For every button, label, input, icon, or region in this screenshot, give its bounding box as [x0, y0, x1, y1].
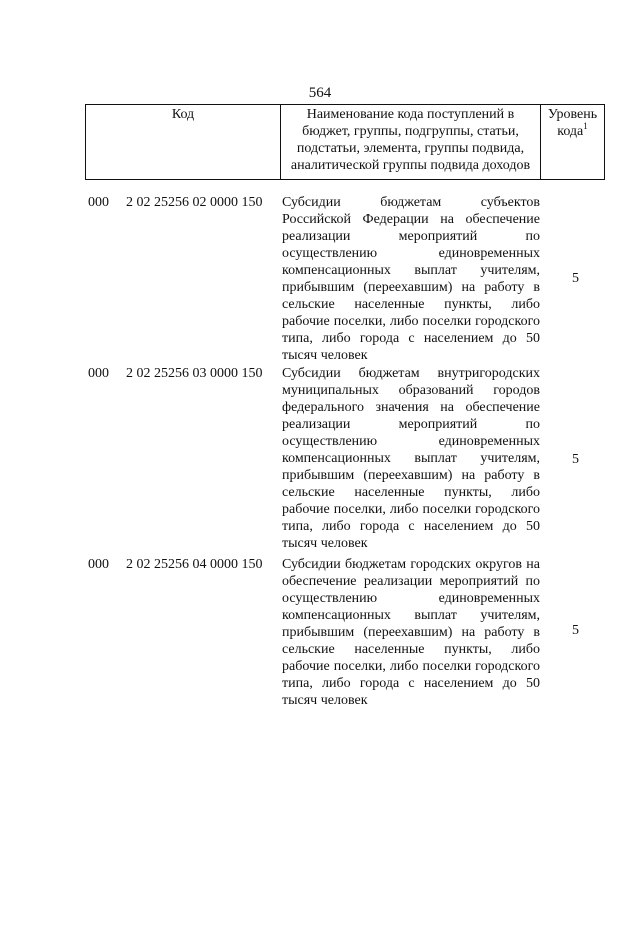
revenue-description: Субсидии бюджетам субъектов Российской Федерации на обеспечение реализации мероприятий по осуществлению единовременных компенсационных выплат учителям, прибывшим (переехавшим) на работу в сельские населенные пункты, либо рабочие поселки, либо поселки городского типа, либо города с населением до 50 тысяч человек [282, 195, 540, 363]
code-level: 5 [572, 623, 579, 638]
header-level-label: Уровень кода [547, 107, 598, 139]
code-level: 5 [572, 271, 579, 286]
revenue-code: 2 02 25256 02 0000 150 [126, 195, 263, 210]
code-level: 5 [572, 452, 579, 467]
admin-code: 000 [88, 557, 109, 572]
revenue-description: Субсидии бюджетам внутригородских муниципальных образований городов федерального значения на обеспечение реализации мероприятий по осуществлению единовременных компенсационных выплат учителям, прибывшим (переехавшим) на работу в сельские населенные пункты, либо рабочие поселки, либо поселки городского типа, либо города с населением до 50 тысяч человек [282, 366, 540, 551]
admin-code: 000 [88, 195, 109, 210]
revenue-code: 2 02 25256 04 0000 150 [126, 557, 263, 572]
footnote-marker: 1 [583, 121, 588, 131]
admin-code: 000 [88, 366, 109, 381]
page-number: 564 [308, 85, 332, 101]
header-level [541, 105, 604, 179]
revenue-description: Субсидии бюджетам городских округов на обеспечение реализации мероприятий по осуществлению единовременных компенсационных выплат учителям, прибывшим (переехавшим) на работу в сельские населенные пункты, либо рабочие поселки, либо поселки городского типа, либо города с населением до 50 тысяч человек [282, 557, 540, 708]
header-code: Код [86, 105, 281, 179]
header-name: Наименование кода поступлений в бюджет, группы, подгруппы, статьи, подстатьи, элемента, группы подвида, аналитической группы подвида доходов [281, 105, 541, 179]
revenue-code: 2 02 25256 03 0000 150 [126, 366, 263, 381]
table-header [85, 104, 605, 180]
